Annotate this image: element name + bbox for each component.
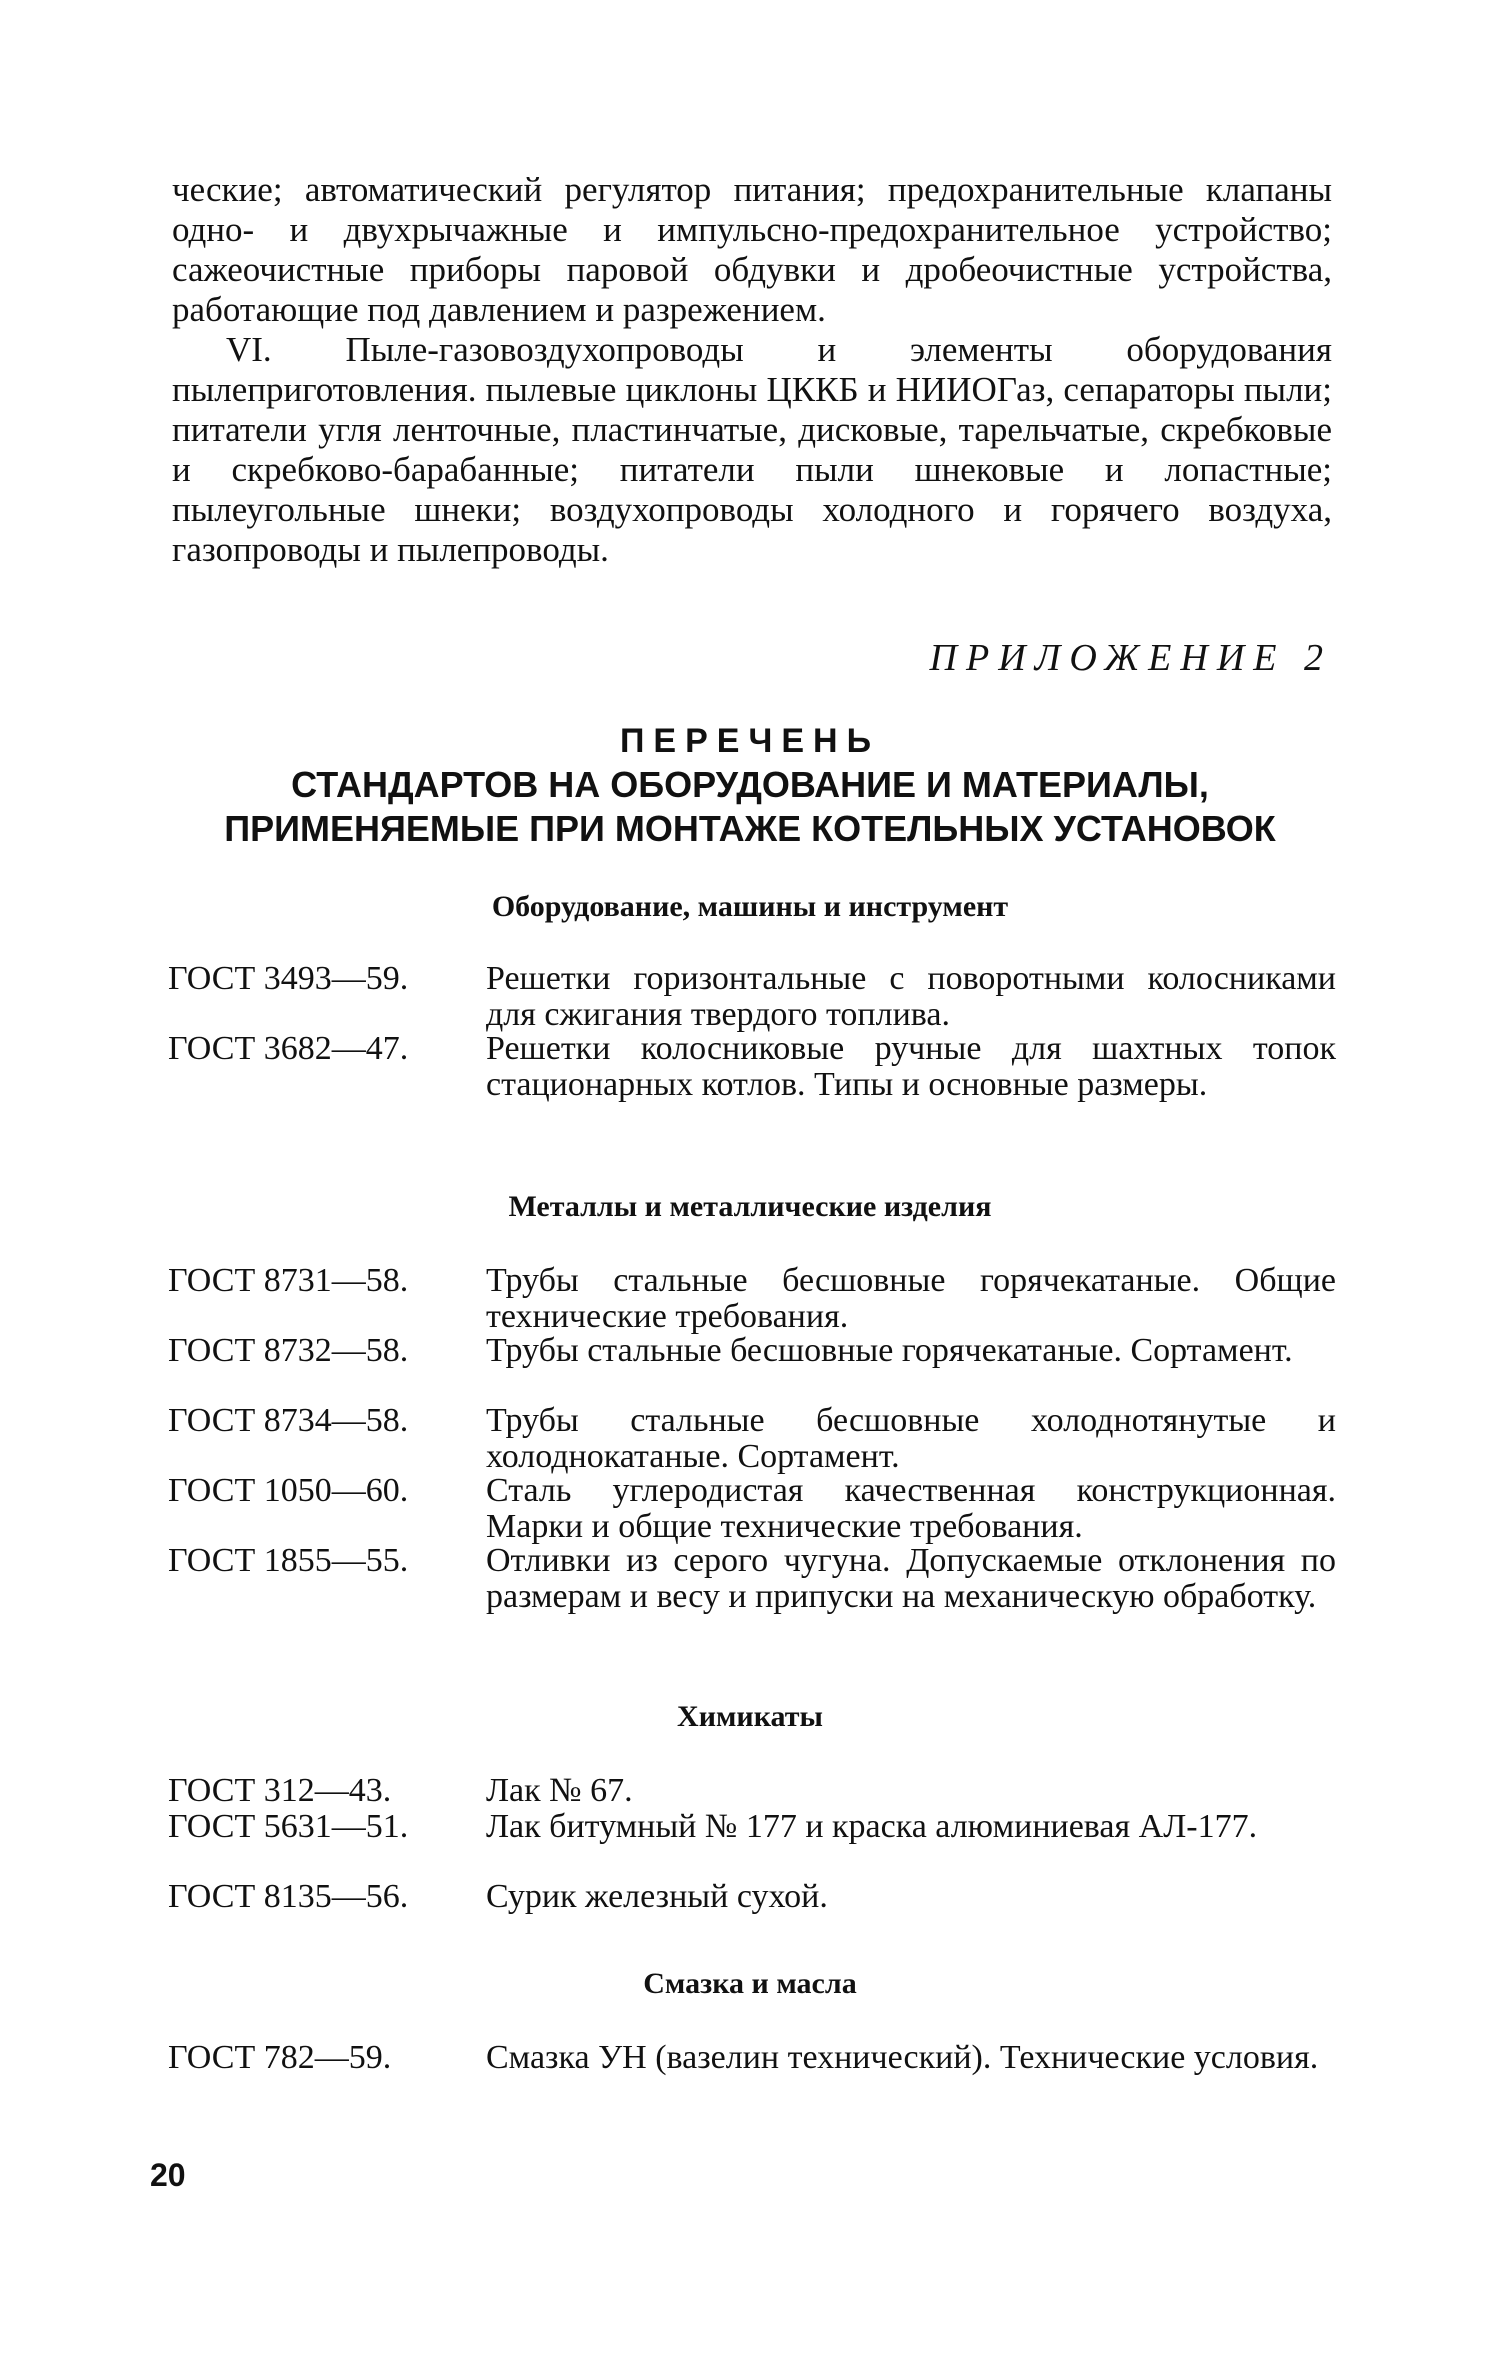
standard-code: ГОСТ 8135—56. (168, 1878, 409, 1915)
standard-description: Лак битумный № 177 и краска алюминиевая АЛ-177. (486, 1808, 1258, 1845)
standard-code: ГОСТ 1855—55. (168, 1542, 409, 1579)
section-title-metals: Металлы и металлические изделия (508, 1190, 992, 1223)
standard-description: Трубы стальные бесшовные горячекатаные. Общие технические требования. (486, 1262, 1336, 1335)
heading-line-1: СТАНДАРТОВ НА ОБОРУДОВАНИЕ И МАТЕРИАЛЫ, (291, 764, 1209, 805)
section-title-chemicals: Химикаты (677, 1700, 823, 1733)
intro-text (172, 170, 1332, 570)
page-number: 20 (150, 2157, 186, 2193)
standard-description: Трубы стальные бесшовные холоднотянутые и холоднокатаные. Сортамент. (486, 1402, 1336, 1475)
intro-paragraph-2: VI. Пыле-газовоздухопроводы и элементы оборудования пылеприготовления. пылевые циклоны ЦККБ и НИИОГаз, сепараторы пыли; питатели угля ленточные, пластинчатые, дисковые, тарельчатые, скребковые и скребково-барабанные; питатели пыли шнековые и лопастные; пылеугольные шнеки; воздухопроводы холодного и горячего воздуха, газопроводы и пылепроводы. (172, 330, 1332, 569)
standard-code: ГОСТ 8731—58. (168, 1262, 409, 1299)
standard-description: Отливки из серого чугуна. Допускаемые отклонения по размерам и весу и припуски на механическую обработку. (486, 1542, 1336, 1615)
standard-description: Решетки горизонтальные с поворотными колосниками для сжигания твердого топлива. (486, 960, 1336, 1033)
standard-code: ГОСТ 782—59. (168, 2039, 392, 2076)
standard-code: ГОСТ 8732—58. (168, 1332, 409, 1369)
standard-description: Смазка УН (вазелин технический). Технические условия. (486, 2039, 1319, 2076)
section-title-equipment: Оборудование, машины и инструмент (491, 890, 1009, 923)
standard-description: Решетки колосниковые ручные для шахтных топок стационарных котлов. Типы и основные размеры. (486, 1030, 1336, 1103)
appendix-label: ПРИЛОЖЕНИЕ 2 (929, 637, 1332, 679)
standard-code: ГОСТ 8734—58. (168, 1402, 409, 1439)
standard-description: Сталь углеродистая качественная конструкционная. Марки и общие технические требования. (486, 1472, 1336, 1545)
standard-description: Сурик железный сухой. (486, 1878, 828, 1915)
heading-list-word: ПЕРЕЧЕНЬ (619, 722, 881, 760)
standard-code: ГОСТ 3682—47. (168, 1030, 409, 1067)
standard-description: Лак № 67. (486, 1772, 633, 1809)
heading-line-2: ПРИМЕНЯЕМЫЕ ПРИ МОНТАЖЕ КОТЕЛЬНЫХ УСТАНОВОК (224, 808, 1276, 849)
intro-paragraph-1: ческие; автоматический регулятор питания; предохранительные клапаны одно- и двухрычажные и импульсно-предохранительное устройство; сажеочистные приборы паровой обдувки и дробеочистные устройства, работающие под давлением и разрежением. (172, 170, 1332, 329)
standard-code: ГОСТ 3493—59. (168, 960, 409, 997)
section-title-lubricants: Смазка и масла (643, 1967, 857, 2000)
standard-code: ГОСТ 1050—60. (168, 1472, 409, 1509)
standard-code: ГОСТ 312—43. (168, 1772, 392, 1809)
standard-description: Трубы стальные бесшовные горячекатаные. Сортамент. (486, 1332, 1293, 1369)
standard-code: ГОСТ 5631—51. (168, 1808, 409, 1845)
